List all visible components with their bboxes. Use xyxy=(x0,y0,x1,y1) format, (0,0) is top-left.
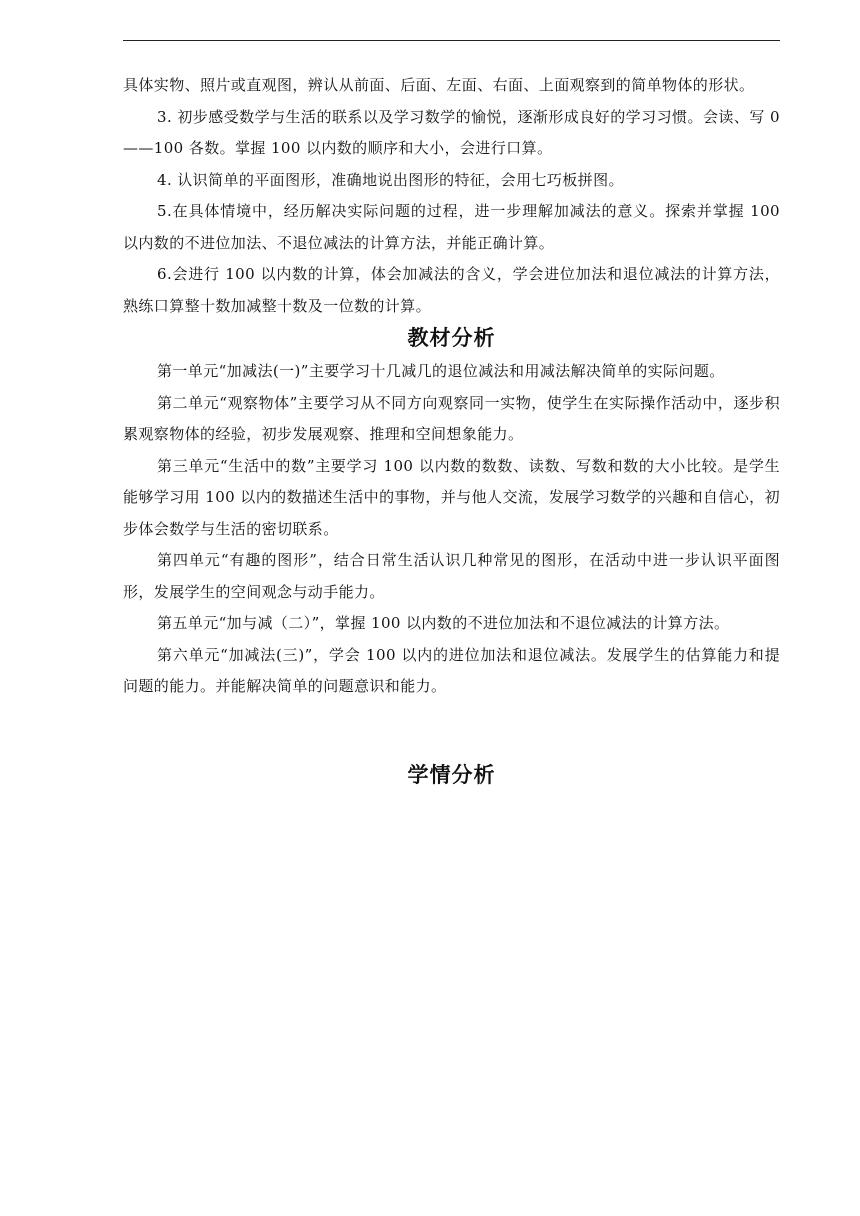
section-heading-learning-analysis: 学情分析 xyxy=(407,762,496,787)
unit-3-description: 第三单元“生活中的数”主要学习 100 以内数的数数、读数、写数和数的大小比较。是学生能够学习用 100 以内的数描述生活中的事物，并与他人交流，发展学习数学的兴趣和自信心，初步体会数学与生活的密切联系。 xyxy=(123,456,780,538)
unit-4-description: 第四单元“有趣的图形”，结合日常生活认识几种常见的图形，在活动中进一步认识平面图形，发展学生的空间观念与动手能力。 xyxy=(123,551,780,601)
unit-2-description: 第二单元“观察物体”主要学习从不同方向观察同一实物，使学生在实际操作活动中，逐步积累观察物体的经验，初步发展观察、推理和空间想象能力。 xyxy=(123,393,780,443)
document-body xyxy=(123,70,780,791)
section-heading-textbook-analysis: 教材分析 xyxy=(407,326,496,350)
goal-item-6: 6.会进行 100 以内数的计算，体会加减法的含义，学会进位加法和退位减法的计算方法，熟练口算整十数加减整十数及一位数的计算。 xyxy=(123,265,780,315)
header-rule xyxy=(123,40,780,41)
goal-item-5: 5.在具体情境中，经历解决实际问题的过程，进一步理解加减法的意义。探索并掌握 100 以内数的不进位加法、不退位减法的计算方法，并能正确计算。 xyxy=(123,202,780,252)
goal-item-3: 3. 初步感受数学与生活的联系以及学习数学的愉悦，逐渐形成良好的学习习惯。会读、写 0——100 各数。掌握 100 以内数的顺序和大小，会进行口算。 xyxy=(123,107,780,157)
goal-paragraph-continued: 具体实物、照片或直观图，辨认从前面、后面、左面、右面、上面观察到的简单物体的形状。 xyxy=(123,76,755,94)
goal-item-4: 4. 认识简单的平面图形，准确地说出图形的特征，会用七巧板拼图。 xyxy=(157,170,624,189)
unit-1-description: 第一单元“加减法(一)”主要学习十几减几的退位减法和用减法解决简单的实际问题。 xyxy=(157,362,725,380)
unit-6-description: 第六单元“加减法(三)”，学会 100 以内的进位加法和退位减法。发展学生的估算能力和提问题的能力。并能解决简单的问题意识和能力。 xyxy=(123,645,780,695)
unit-5-description: 第五单元“加与减（二）”，掌握 100 以内数的不进位加法和不退位减法的计算方法。 xyxy=(157,614,730,632)
